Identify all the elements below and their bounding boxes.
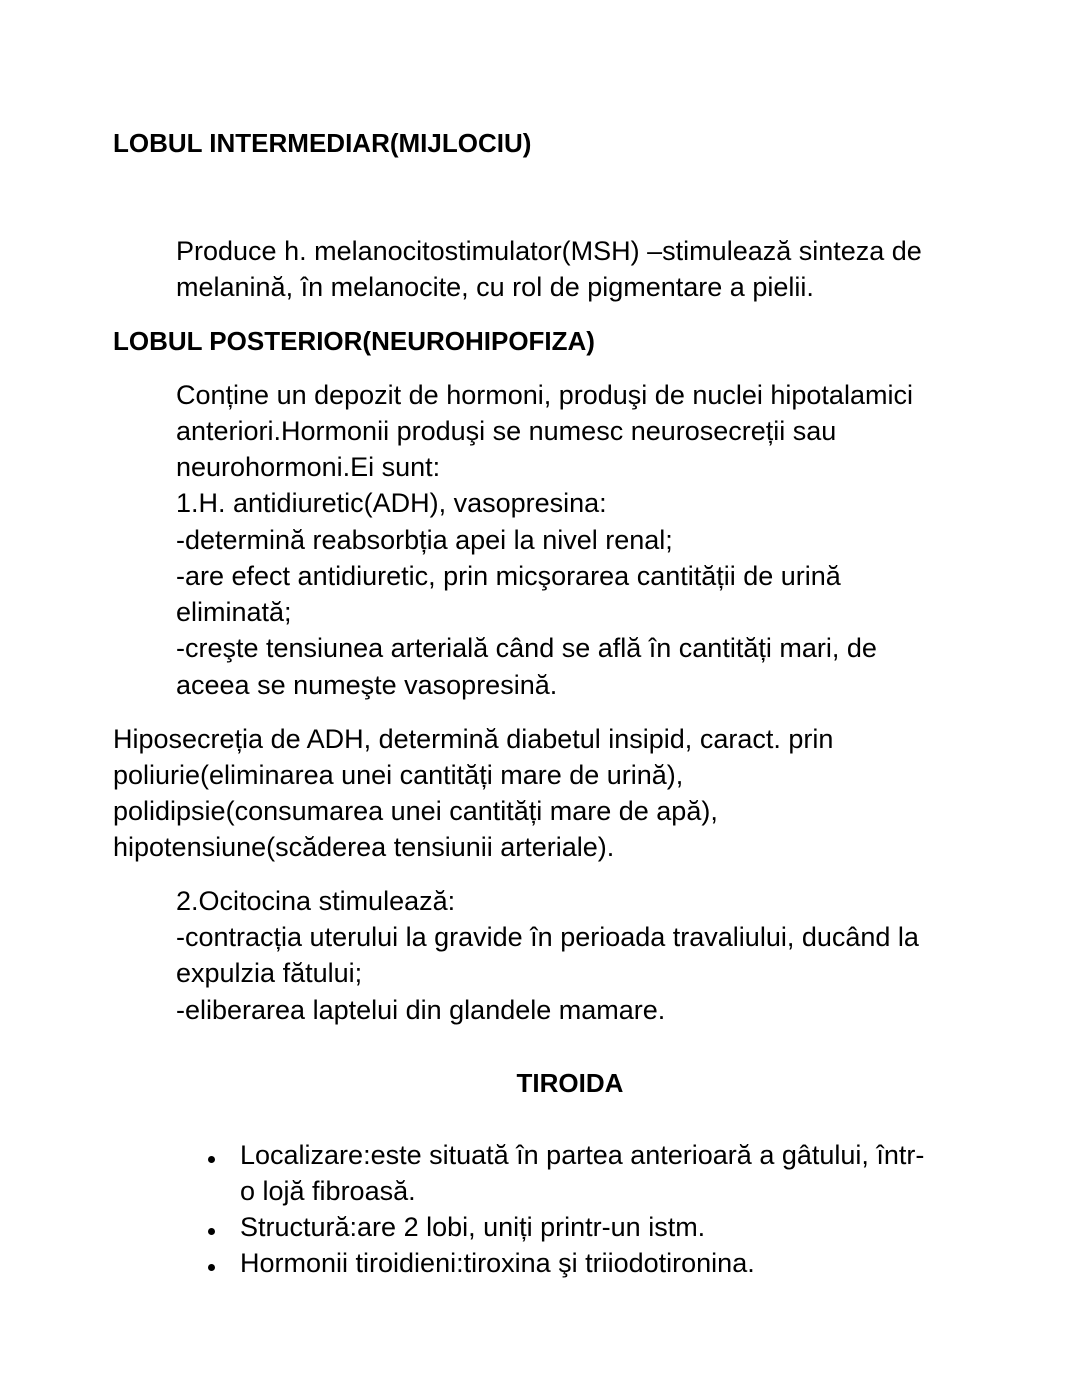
bullet-icon (208, 1156, 215, 1163)
paragraph-line: 1.H. antidiuretic(ADH), vasopresina: (176, 488, 607, 518)
bullet-item-line: o lojă fibroasă. (240, 1176, 416, 1206)
heading-lobul-intermediar: LOBUL INTERMEDIAR(MIJLOCIU) (113, 128, 532, 158)
bullet-icon (208, 1228, 215, 1235)
bullet-item-line: Localizare:este situată în partea anterioară a gâtului, într- (240, 1140, 925, 1170)
paragraph-line: Hiposecreția de ADH, determină diabetul insipid, caract. prin (113, 724, 834, 754)
paragraph-line: aceea se numeşte vasopresină. (176, 670, 558, 700)
bullet-item-line: Structură:are 2 lobi, uniți printr-un istm. (240, 1212, 706, 1242)
paragraph-line: Produce h. melanocitostimulator(MSH) –stimulează sinteza de (176, 236, 922, 266)
heading-tiroida: TIROIDA (516, 1068, 624, 1098)
paragraph-line: melanină, în melanocite, cu rol de pigmentare a pielii. (176, 272, 814, 302)
paragraph-line: polidipsie(consumarea unei cantități mare de apă), (113, 796, 718, 826)
paragraph-line: expulzia fătului; (176, 958, 363, 988)
paragraph-line: neurohormoni.Ei sunt: (176, 452, 441, 482)
bullet-item-line: Hormonii tiroidieni:tiroxina şi triiodotironina. (240, 1248, 755, 1278)
heading-lobul-posterior: LOBUL POSTERIOR(NEUROHIPOFIZA) (113, 326, 595, 356)
paragraph-line: -contracția uterului la gravide în perioada travaliului, ducând la (176, 922, 919, 952)
paragraph-line: -eliberarea laptelui din glandele mamare. (176, 995, 666, 1025)
bullet-icon (208, 1264, 215, 1271)
paragraph-line: -are efect antidiuretic, prin micşorarea cantității de urină (176, 561, 841, 591)
paragraph-line: -determină reabsorbția apei la nivel renal; (176, 525, 673, 555)
paragraph-line: poliurie(eliminarea unei cantități mare de urină), (113, 760, 684, 790)
paragraph-line: -creşte tensiunea arterială când se află în cantități mari, de (176, 633, 877, 663)
paragraph-line: eliminată; (176, 597, 292, 627)
paragraph-line: 2.Ocitocina stimulează: (176, 886, 456, 916)
paragraph-line: anteriori.Hormonii produşi se numesc neurosecreții sau (176, 416, 837, 446)
paragraph-line: hipotensiune(scăderea tensiunii arteriale). (113, 832, 615, 862)
paragraph-line: Conține un depozit de hormoni, produşi de nuclei hipotalamici (176, 380, 913, 410)
